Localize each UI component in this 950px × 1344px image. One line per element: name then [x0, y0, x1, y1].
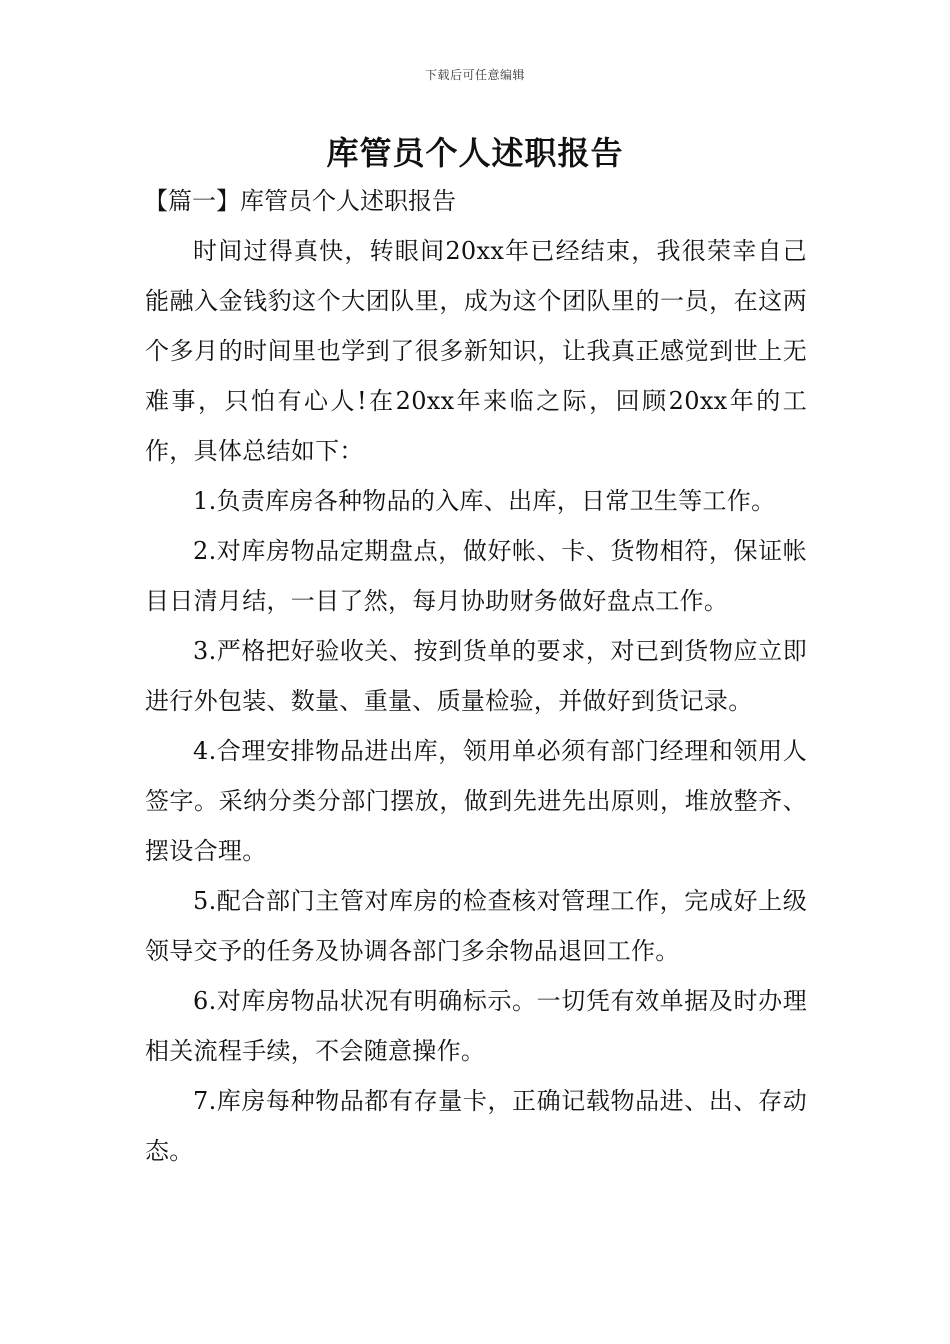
list-item-3: 3.严格把好验收关、按到货单的要求，对已到货物应立即进行外包装、数量、重量、质量检验，并做好到货记录。	[145, 637, 807, 715]
list-item-1: 1.负责库房各种物品的入库、出库，日常卫生等工作。	[193, 487, 776, 515]
list-item-7: 7.库房每种物品都有存量卡，正确记载物品进、出、存动态。	[145, 1087, 807, 1165]
list-item-4: 4.合理安排物品进出库，领用单必须有部门经理和领用人签字。采纳分类分部门摆放，做到先进先出原则，堆放整齐、摆设合理。	[145, 737, 807, 865]
document-body	[145, 226, 807, 1176]
list-item-6: 6.对库房物品状况有明确标示。一切凭有效单据及时办理相关流程手续，不会随意操作。	[145, 987, 807, 1065]
section-heading: 【篇一】库管员个人述职报告	[144, 187, 456, 215]
document-title: 库管员个人述职报告	[326, 134, 624, 172]
list-item-5: 5.配合部门主管对库房的检查核对管理工作，完成好上级领导交予的任务及协调各部门多余物品退回工作。	[145, 887, 807, 965]
intro-paragraph: 时间过得真快，转眼间20xx年已经结束，我很荣幸自己能融入金钱豹这个大团队里，成为这个团队里的一员，在这两个多月的时间里也学到了很多新知识，让我真正感觉到世上无难事，只怕有心人!在20xx年来临之际，回顾20xx年的工作，具体总结如下：	[145, 237, 807, 465]
header-note: 下载后可任意编辑	[424, 68, 525, 82]
list-item-2: 2.对库房物品定期盘点，做好帐、卡、货物相符，保证帐目日清月结，一目了然，每月协助财务做好盘点工作。	[145, 537, 807, 615]
